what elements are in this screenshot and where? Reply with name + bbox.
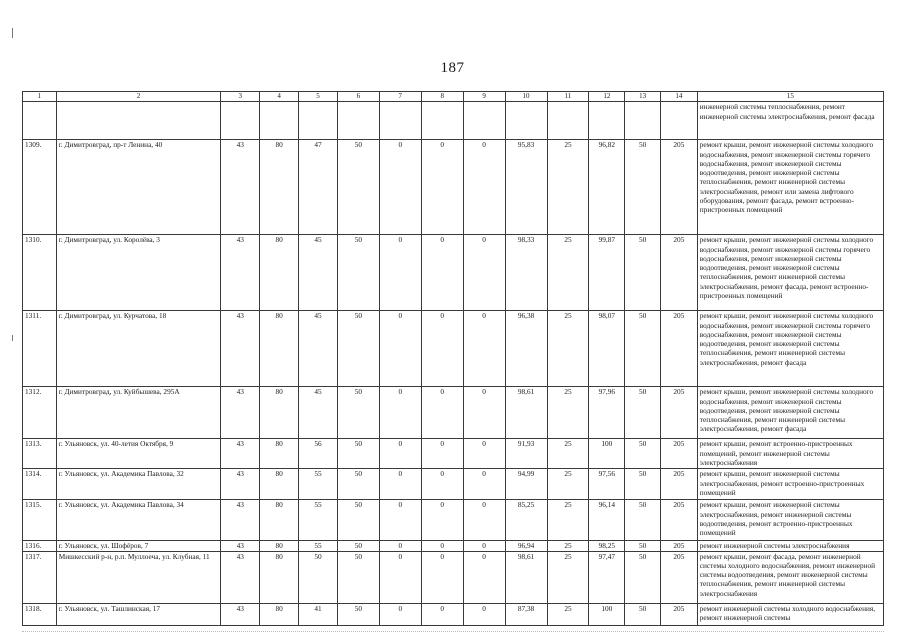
row-number-cell: 1314. <box>23 469 57 500</box>
value-cell: 45 <box>299 235 338 311</box>
value-cell: 43 <box>221 387 260 439</box>
value-cell: 50 <box>625 541 661 551</box>
col-header: 5 <box>299 92 338 102</box>
continuation-row <box>23 102 884 140</box>
value-cell: 94,99 <box>505 469 547 500</box>
works-cell: ремонт крыши, ремонт инженерной системы электроснабжения, ремонт инженерной системы водоотведения, ремонт встроенно-пристроенных помещений <box>697 500 883 541</box>
address-cell: г. Ульяновск, ул. Шофёров, 7 <box>56 541 221 551</box>
value-cell: 43 <box>221 469 260 500</box>
address-cell: г. Димитровград, ул. Куйбышева, 295А <box>56 387 221 439</box>
value-cell: 0 <box>463 500 505 541</box>
works-cell: ремонт инженерной системы электроснабжения <box>697 541 883 551</box>
value-cell: 45 <box>299 387 338 439</box>
value-cell: 50 <box>625 140 661 235</box>
col-header: 14 <box>660 92 697 102</box>
row-number-cell: 1318. <box>23 603 57 625</box>
address-cell: г. Димитровград, пр-т Ленина, 40 <box>56 140 221 235</box>
value-cell: 25 <box>547 603 589 625</box>
col-header: 12 <box>589 92 625 102</box>
value-cell: 50 <box>337 387 379 439</box>
value-cell: 55 <box>299 469 338 500</box>
col-header: 6 <box>337 92 379 102</box>
value-cell: 0 <box>379 439 421 469</box>
row-number-cell: 1312. <box>23 387 57 439</box>
value-cell: 205 <box>660 469 697 500</box>
value-cell: 50 <box>625 500 661 541</box>
value-cell: 55 <box>299 500 338 541</box>
row-number-cell: 1310. <box>23 235 57 311</box>
works-cell: ремонт крыши, ремонт инженерной системы холодного водоснабжения, ремонт инженерной системы горячего водоснабжения, ремонт инженерной системы водоотведения, ремонт инженерной системы теплоснабжения, ремонт инженерной системы электроснабжения, ремонт фасада, ремонт встроенно-пристроенных помещений <box>697 235 883 311</box>
value-cell: 25 <box>547 140 589 235</box>
value-cell: 96,94 <box>505 541 547 551</box>
table-row <box>23 140 884 235</box>
value-cell: 50 <box>625 235 661 311</box>
empty-cell <box>625 102 661 140</box>
value-cell: 0 <box>463 387 505 439</box>
value-cell: 205 <box>660 439 697 469</box>
table-row <box>23 469 884 500</box>
value-cell: 0 <box>421 541 463 551</box>
value-cell: 205 <box>660 140 697 235</box>
col-header: 3 <box>221 92 260 102</box>
value-cell: 25 <box>547 439 589 469</box>
value-cell: 0 <box>379 140 421 235</box>
value-cell: 50 <box>337 235 379 311</box>
empty-cell <box>260 102 299 140</box>
table-row <box>23 500 884 541</box>
register-table <box>22 91 884 626</box>
value-cell: 80 <box>260 311 299 387</box>
value-cell: 205 <box>660 603 697 625</box>
value-cell: 80 <box>260 541 299 551</box>
value-cell: 0 <box>463 541 505 551</box>
value-cell: 97,47 <box>589 551 625 603</box>
empty-cell <box>221 102 260 140</box>
value-cell: 0 <box>463 140 505 235</box>
value-cell: 80 <box>260 235 299 311</box>
works-cell: ремонт крыши, ремонт фасада, ремонт инженерной системы холодного водоснабжения, ремонт инженерной системы водоотведения, ремонт инженерной системы теплоснабжения, ремонт инженерной системы электроснабжения <box>697 551 883 603</box>
value-cell: 98,61 <box>505 551 547 603</box>
value-cell: 50 <box>625 311 661 387</box>
value-cell: 50 <box>337 551 379 603</box>
value-cell: 0 <box>463 603 505 625</box>
value-cell: 25 <box>547 551 589 603</box>
value-cell: 98,25 <box>589 541 625 551</box>
value-cell: 96,14 <box>589 500 625 541</box>
table-row <box>23 235 884 311</box>
value-cell: 50 <box>625 551 661 603</box>
value-cell: 85,25 <box>505 500 547 541</box>
empty-cell <box>299 102 338 140</box>
value-cell: 97,56 <box>589 469 625 500</box>
col-header: 9 <box>463 92 505 102</box>
value-cell: 45 <box>299 311 338 387</box>
value-cell: 0 <box>421 551 463 603</box>
header-row <box>23 92 884 102</box>
value-cell: 0 <box>379 551 421 603</box>
address-cell: г. Ульяновск, ул. Ташлинская, 17 <box>56 603 221 625</box>
value-cell: 98,33 <box>505 235 547 311</box>
empty-cell <box>505 102 547 140</box>
value-cell: 0 <box>421 140 463 235</box>
works-cell: ремонт инженерной системы холодного водоснабжения, ремонт инженерной системы <box>697 603 883 625</box>
col-header: 15 <box>697 92 883 102</box>
empty-cell <box>547 102 589 140</box>
value-cell: 50 <box>337 140 379 235</box>
value-cell: 100 <box>589 603 625 625</box>
value-cell: 50 <box>337 541 379 551</box>
value-cell: 80 <box>260 439 299 469</box>
table-row <box>23 439 884 469</box>
value-cell: 43 <box>221 439 260 469</box>
value-cell: 80 <box>260 140 299 235</box>
row-number-cell: 1317. <box>23 551 57 603</box>
value-cell: 50 <box>625 603 661 625</box>
value-cell: 43 <box>221 603 260 625</box>
row-number-cell: 1309. <box>23 140 57 235</box>
value-cell: 43 <box>221 541 260 551</box>
address-cell: г. Ульяновск, ул. Академика Павлова, 32 <box>56 469 221 500</box>
empty-cell <box>337 102 379 140</box>
value-cell: 0 <box>379 387 421 439</box>
value-cell: 80 <box>260 551 299 603</box>
col-header: 13 <box>625 92 661 102</box>
value-cell: 96,82 <box>589 140 625 235</box>
value-cell: 0 <box>463 311 505 387</box>
value-cell: 205 <box>660 541 697 551</box>
value-cell: 50 <box>337 311 379 387</box>
works-cell: ремонт крыши, ремонт инженерной системы холодного водоснабжения, ремонт инженерной системы водоотведения, ремонт инженерной системы теплоснабжения, ремонт инженерной системы электроснабжения, ремонт фасада <box>697 387 883 439</box>
col-header: 10 <box>505 92 547 102</box>
works-cell: ремонт крыши, ремонт инженерной системы холодного водоснабжения, ремонт инженерной системы горячего водоснабжения, ремонт инженерной системы водоотведения, ремонт инженерной системы теплоснабжения, ремонт инженерной системы электроснабжения, ремонт фасада <box>697 311 883 387</box>
value-cell: 0 <box>421 469 463 500</box>
empty-cell <box>421 102 463 140</box>
row-number-cell: 1316. <box>23 541 57 551</box>
value-cell: 0 <box>379 541 421 551</box>
value-cell: 47 <box>299 140 338 235</box>
col-header: 7 <box>379 92 421 102</box>
address-cell: г. Ульяновск, ул. 40-летия Октября, 9 <box>56 439 221 469</box>
value-cell: 50 <box>337 500 379 541</box>
value-cell: 0 <box>463 439 505 469</box>
empty-cell <box>23 102 57 140</box>
address-cell: г. Ульяновск, ул. Академика Павлова, 34 <box>56 500 221 541</box>
address-cell: г. Димитровград, ул. Королёва, 3 <box>56 235 221 311</box>
value-cell: 80 <box>260 469 299 500</box>
row-number-cell: 1315. <box>23 500 57 541</box>
works-cell: инженерной системы теплоснабжения, ремонт инженерной системы электроснабжения, ремонт фасада <box>697 102 883 140</box>
col-header: 1 <box>23 92 57 102</box>
cut-off-line <box>22 631 884 633</box>
value-cell: 98,61 <box>505 387 547 439</box>
value-cell: 0 <box>379 603 421 625</box>
value-cell: 0 <box>379 311 421 387</box>
value-cell: 80 <box>260 387 299 439</box>
value-cell: 0 <box>421 500 463 541</box>
value-cell: 205 <box>660 311 697 387</box>
value-cell: 43 <box>221 140 260 235</box>
value-cell: 0 <box>421 603 463 625</box>
value-cell: 0 <box>463 469 505 500</box>
value-cell: 98,07 <box>589 311 625 387</box>
value-cell: 91,93 <box>505 439 547 469</box>
value-cell: 205 <box>660 500 697 541</box>
value-cell: 99,87 <box>589 235 625 311</box>
empty-cell <box>589 102 625 140</box>
table-row <box>23 603 884 625</box>
value-cell: 50 <box>337 603 379 625</box>
value-cell: 25 <box>547 469 589 500</box>
value-cell: 50 <box>625 439 661 469</box>
value-cell: 87,38 <box>505 603 547 625</box>
value-cell: 50 <box>337 439 379 469</box>
col-header: 2 <box>56 92 221 102</box>
value-cell: 55 <box>299 541 338 551</box>
value-cell: 205 <box>660 235 697 311</box>
table-row <box>23 551 884 603</box>
table-row <box>23 541 884 551</box>
empty-cell <box>379 102 421 140</box>
value-cell: 0 <box>421 387 463 439</box>
value-cell: 0 <box>379 500 421 541</box>
value-cell: 25 <box>547 235 589 311</box>
row-number-cell: 1313. <box>23 439 57 469</box>
value-cell: 0 <box>379 235 421 311</box>
value-cell: 25 <box>547 500 589 541</box>
value-cell: 0 <box>463 551 505 603</box>
address-cell: Мишкесский р-н, р.п. Муллоеча, ул. Клубная, 11 <box>56 551 221 603</box>
value-cell: 43 <box>221 311 260 387</box>
value-cell: 96,38 <box>505 311 547 387</box>
row-number-cell: 1311. <box>23 311 57 387</box>
address-cell: г. Димитровград, ул. Курчатова, 18 <box>56 311 221 387</box>
table-body <box>23 140 884 625</box>
col-header: 4 <box>260 92 299 102</box>
value-cell: 43 <box>221 551 260 603</box>
empty-cell <box>463 102 505 140</box>
value-cell: 80 <box>260 603 299 625</box>
value-cell: 100 <box>589 439 625 469</box>
empty-cell <box>660 102 697 140</box>
value-cell: 95,83 <box>505 140 547 235</box>
value-cell: 97,96 <box>589 387 625 439</box>
value-cell: 0 <box>421 235 463 311</box>
value-cell: 0 <box>463 235 505 311</box>
col-header: 11 <box>547 92 589 102</box>
value-cell: 50 <box>625 469 661 500</box>
value-cell: 0 <box>421 439 463 469</box>
value-cell: 50 <box>625 387 661 439</box>
value-cell: 0 <box>421 311 463 387</box>
value-cell: 56 <box>299 439 338 469</box>
margin-tick-middle <box>12 335 13 341</box>
table-row <box>23 387 884 439</box>
page-number: 187 <box>440 60 465 76</box>
value-cell: 50 <box>337 469 379 500</box>
value-cell: 205 <box>660 551 697 603</box>
works-cell: ремонт крыши, ремонт инженерной системы электроснабжения, ремонт встроенно-пристроенных помещений <box>697 469 883 500</box>
value-cell: 41 <box>299 603 338 625</box>
empty-cell <box>56 102 221 140</box>
value-cell: 25 <box>547 311 589 387</box>
value-cell: 0 <box>379 469 421 500</box>
value-cell: 25 <box>547 541 589 551</box>
value-cell: 205 <box>660 387 697 439</box>
value-cell: 43 <box>221 235 260 311</box>
value-cell: 80 <box>260 500 299 541</box>
col-header: 8 <box>421 92 463 102</box>
works-cell: ремонт крыши, ремонт встроенно-пристроенных помещений, ремонт инженерной системы электроснабжения <box>697 439 883 469</box>
works-cell: ремонт крыши, ремонт инженерной системы холодного водоснабжения, ремонт инженерной системы горячего водоснабжения, ремонт инженерной системы водоотведения, ремонт инженерной системы теплоснабжения, ремонт инженерной системы электроснабжения, ремонт или замена лифтового оборудования, ремонт фасада, ремонт встроенно-пристроенных помещений <box>697 140 883 235</box>
value-cell: 50 <box>299 551 338 603</box>
value-cell: 25 <box>547 387 589 439</box>
value-cell: 43 <box>221 500 260 541</box>
margin-tick-top <box>12 28 13 38</box>
table-row <box>23 311 884 387</box>
